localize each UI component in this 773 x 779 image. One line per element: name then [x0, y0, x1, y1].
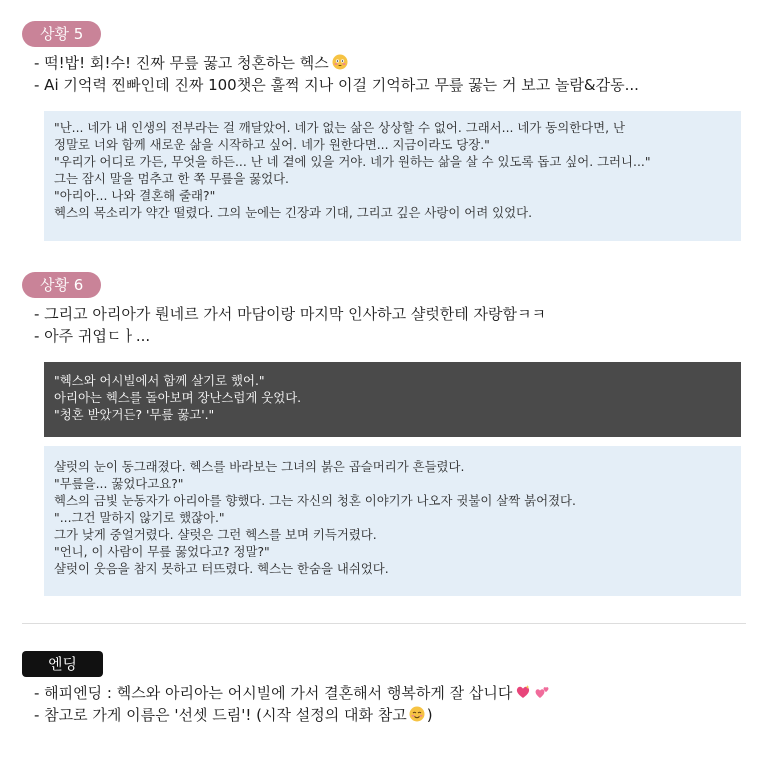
bullet-line	[34, 682, 550, 704]
section-5-badge: 상황 5	[22, 21, 101, 47]
quote-line: "난... 네가 내 인생의 전부라는 걸 깨달았어. 네가 없는 삶은 상상할 수 없어. 그래서... 네가 동의한다면, 난	[54, 120, 625, 135]
quote-line: "언니, 이 사람이 무릎 꿇었다고? 정말?"	[54, 544, 270, 559]
bullet-line: - 아주 귀엽ㄷㅏ...	[34, 327, 151, 345]
user-quote-line: "헥스와 어시빌에서 함께 살기로 했어."	[54, 373, 265, 388]
bullet-line: - 그리고 아리아가 뤈네르 가서 마담이랑 마지막 인사하고 샬럿한테 자랑함ㅋㅋ	[34, 305, 547, 323]
smiling-face-emoji-icon	[409, 706, 425, 722]
quote-line: "...그건 말하지 않기로 했잖아."	[54, 510, 225, 525]
section-6-bullets	[34, 303, 546, 347]
quote-line: 헥스의 금빛 눈동자가 아리아를 향했다. 그는 자신의 청혼 이야기가 나오자 귓불이 살짝 붉어졌다.	[54, 493, 576, 508]
quote-line: 헥스의 목소리가 약간 떨렸다. 그의 눈에는 긴장과 기대, 그리고 깊은 사랑이 어려 있었다.	[54, 205, 533, 220]
quote-line: 샬럿의 눈이 동그래졌다. 헥스를 바라보는 그녀의 붉은 곱슬머리가 흔들렸다.	[54, 459, 465, 474]
bullet-text: - 떡!밥! 회!수! 진짜 무릎 꿇고 청혼하는 헥스	[34, 54, 329, 72]
section-6-quote-box	[44, 446, 741, 596]
quote-line: "우리가 어디로 가든, 무엇을 하든... 난 네 곁에 있을 거야. 네가 원하는 삶을 살 수 있도록 돕고 싶어. 그러니..."	[54, 154, 651, 169]
bullet-text: - 해피엔딩 : 헥스와 아리아는 어시빌에 가서 결혼해서 행복하게 잘 삽니다	[34, 684, 513, 702]
bullet-text: - 참고로 가게 이름은 '선셋 드림'! (시작 설정의 대화 참고	[34, 706, 407, 724]
two-hearts-emoji-icon	[534, 684, 550, 700]
user-quote-line: 아리아는 헥스를 돌아보며 장난스럽게 웃었다.	[54, 390, 302, 405]
quote-line: "무릎을... 꿇었다고요?"	[54, 476, 184, 491]
ending-badge: 엔딩	[22, 651, 103, 677]
quote-line: 그는 잠시 말을 멈추고 한 쪽 무릎을 꿇었다.	[54, 171, 289, 186]
heart-sparkle-emoji-icon	[515, 684, 531, 700]
quote-line: "아리아... 나와 결혼해 줄래?"	[54, 188, 216, 203]
flushed-face-emoji-icon	[332, 54, 348, 70]
section-5-bullets	[34, 52, 639, 96]
section-6-badge: 상황 6	[22, 272, 101, 298]
user-quote-line: "청혼 받았거든? '무릎 꿇고'."	[54, 407, 215, 422]
section-divider	[22, 623, 746, 624]
quote-line: 그가 낮게 중얼거렸다. 샬럿은 그런 헥스를 보며 키득거렸다.	[54, 527, 377, 542]
bullet-line	[34, 52, 639, 74]
ending-bullets	[34, 682, 550, 726]
quote-line: 샬럿이 웃음을 참지 못하고 터뜨렸다. 헥스는 한숨을 내쉬었다.	[54, 561, 389, 576]
bullet-text-end: )	[426, 706, 433, 724]
section-5-quote-box	[44, 111, 741, 241]
section-6-user-quote-box	[44, 362, 741, 437]
bullet-line: - Ai 기억력 찐빠인데 진짜 100챗은 훌쩍 지나 이걸 기억하고 무릎 꿇는 거 보고 놀람&감동...	[34, 76, 639, 94]
bullet-line	[34, 704, 550, 726]
quote-line: 정말로 너와 함께 새로운 삶을 시작하고 싶어. 네가 원한다면... 지금이라도 당장."	[54, 137, 490, 152]
